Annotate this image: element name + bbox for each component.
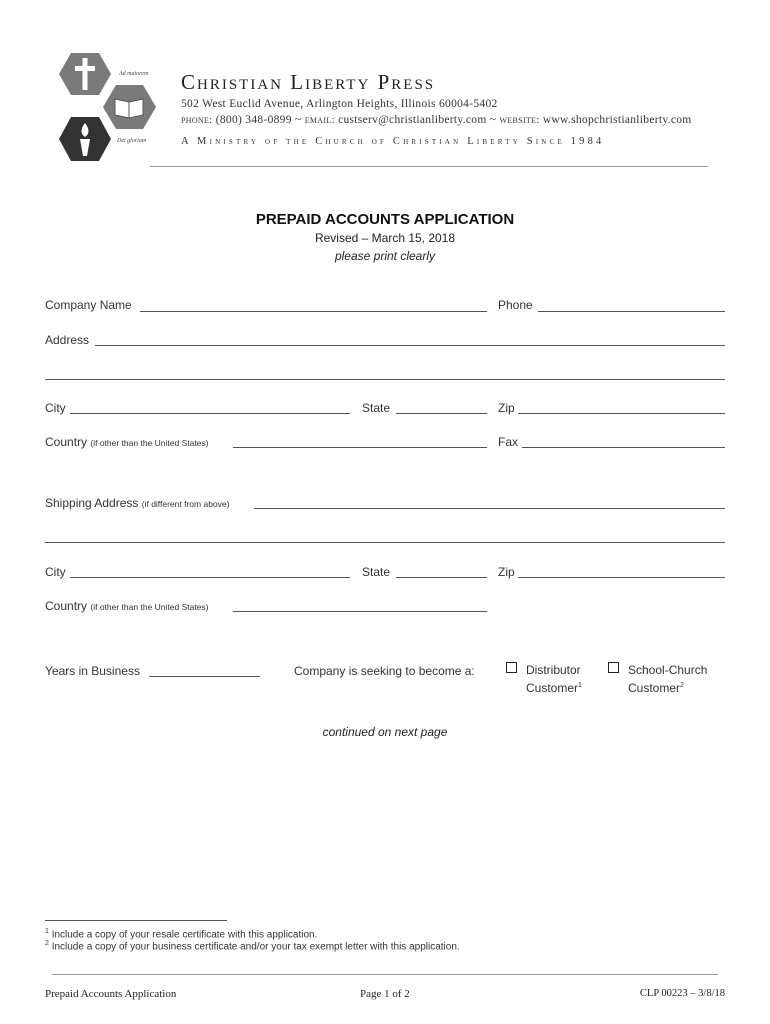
city-field[interactable] [70, 413, 350, 414]
shipping-note: (if different from above) [141, 499, 230, 509]
distributor-option [526, 663, 582, 696]
fax-field[interactable] [522, 447, 725, 448]
school-church-footnote-ref: 2 [680, 682, 684, 689]
footnote-1 [45, 928, 317, 940]
footnote-2 [45, 940, 460, 952]
website-label: website: [499, 114, 540, 126]
shipping-country-text: Country [45, 599, 88, 613]
footnote-2-num: 2 [45, 940, 49, 947]
country-label [45, 435, 209, 449]
shipping-city-field[interactable] [70, 577, 350, 578]
form-title: PREPAID ACCOUNTS APPLICATION [255, 211, 515, 228]
footnote-divider [45, 920, 227, 921]
logo-motto-top: Ad maiorem [119, 71, 149, 77]
fax-label: Fax [498, 435, 519, 449]
header-divider [150, 166, 708, 167]
shipping-country-note: (if other than the United States) [90, 602, 209, 612]
phone-label: phone: [181, 114, 213, 126]
print-instruction: please print clearly [334, 249, 436, 263]
publisher-contact [181, 114, 692, 126]
distributor-footnote-ref: 1 [578, 682, 582, 689]
shipping-address-field[interactable] [254, 508, 725, 509]
phone-label: Phone [498, 298, 533, 312]
shipping-zip-label: Zip [498, 565, 515, 579]
publisher-name: Christian Liberty Press [181, 70, 436, 94]
address-field-line-2[interactable] [45, 379, 725, 380]
distributor-option-line2: Customer [526, 681, 579, 695]
state-label: State [362, 401, 391, 415]
shipping-address-text: Shipping Address [45, 496, 139, 510]
zip-field[interactable] [518, 413, 725, 414]
distributor-checkbox[interactable] [506, 662, 517, 673]
shipping-address-field-line-2[interactable] [45, 542, 725, 543]
footer-doc-title: Prepaid Accounts Application [45, 988, 177, 1000]
separator: ~ [489, 114, 497, 126]
city-label: City [45, 401, 66, 415]
shipping-country-field[interactable] [233, 611, 487, 612]
publisher-phone: (800) 348-0899 [215, 114, 292, 126]
christian-liberty-logo [55, 47, 165, 165]
phone-field[interactable] [538, 311, 725, 312]
shipping-country-label [45, 599, 209, 613]
address-label: Address [45, 333, 90, 347]
school-church-option-line2: Customer [628, 681, 681, 695]
country-field[interactable] [233, 447, 487, 448]
years-in-business-field[interactable] [149, 676, 260, 677]
shipping-zip-field[interactable] [518, 577, 725, 578]
shipping-state-label: State [362, 565, 391, 579]
school-church-option [628, 663, 707, 696]
footer-doc-code: CLP 00223 – 3/8/18 [639, 988, 725, 999]
continued-note: continued on next page [322, 725, 448, 739]
distributor-option-line1: Distributor [526, 663, 581, 677]
publisher-address: 502 West Euclid Avenue, Arlington Heights, Illinois 60004-5402 [181, 98, 498, 110]
footer-page-number: Page 1 of 2 [360, 988, 410, 1000]
publisher-website: www.shopchristianliberty.com [542, 114, 692, 126]
footer-divider [52, 974, 718, 975]
revision-date: Revised – March 15, 2018 [314, 231, 456, 245]
distributor-option-line2-wrap [526, 678, 582, 696]
seeking-label: Company is seeking to become a: [294, 664, 475, 678]
company-name-field[interactable] [140, 311, 487, 312]
school-church-checkbox[interactable] [608, 662, 619, 673]
footnote-1-num: 1 [45, 928, 49, 935]
school-church-option-line1: School-Church [628, 663, 708, 677]
ministry-tagline: A Ministry of the Church of Christian Liberty Since 1984 [181, 136, 605, 147]
state-field[interactable] [396, 413, 487, 414]
years-in-business-label: Years in Business [45, 664, 140, 678]
school-church-option-line2-wrap [628, 678, 707, 696]
country-note: (if other than the United States) [90, 438, 209, 448]
country-label-text: Country [45, 435, 88, 449]
company-name-label: Company Name [45, 298, 132, 312]
footnote-2-text: Include a copy of your business certificate and/or your tax exempt letter with this application. [51, 941, 460, 953]
shipping-state-field[interactable] [396, 577, 487, 578]
shipping-address-label [45, 496, 229, 510]
shipping-city-label: City [45, 565, 66, 579]
logo-motto-bottom: Dei gloriam [117, 138, 147, 144]
publisher-email: custserv@christianliberty.com [338, 114, 487, 126]
address-field[interactable] [95, 345, 725, 346]
email-label: email: [304, 114, 335, 126]
footnote-1-text: Include a copy of your resale certificate with this application. [51, 929, 318, 941]
separator: ~ [294, 114, 302, 126]
zip-label: Zip [498, 401, 515, 415]
